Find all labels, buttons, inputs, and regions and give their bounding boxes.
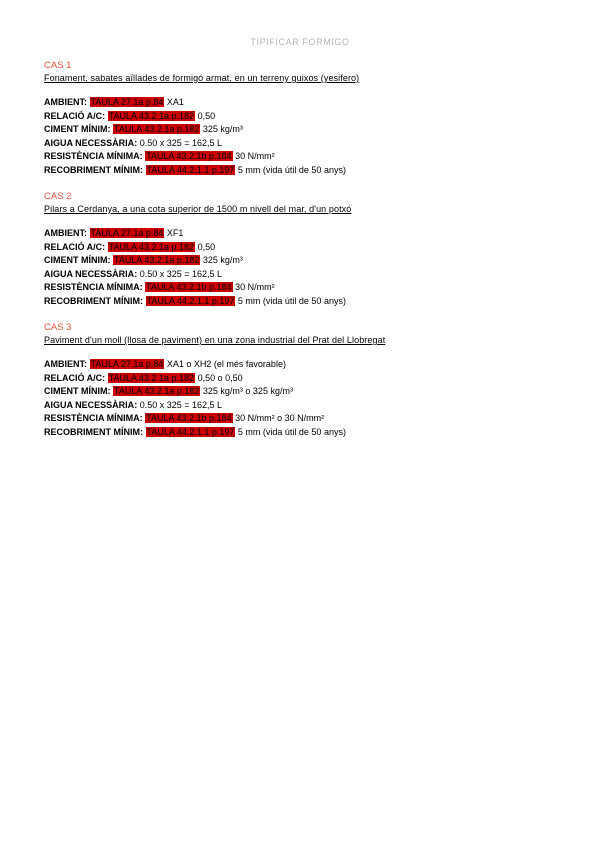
table-reference: TAULA 43.2.1a p.182 — [108, 372, 195, 383]
field-water — [44, 268, 564, 282]
field-separator: : — [140, 426, 146, 437]
table-reference: TAULA 44.2.1.1 p.197 — [146, 426, 235, 437]
field-ratio — [44, 372, 564, 386]
field-value: 0,50 — [195, 110, 216, 121]
field-label: AIGUA NECESSÀRIA — [44, 137, 135, 148]
field-separator: : — [107, 255, 113, 265]
field-value: 325 kg/m³ — [200, 124, 243, 134]
table-reference: TAULA 27.1a p.84 — [90, 228, 164, 238]
field-label: RESISTÈNCIA MÍNIMA — [44, 413, 140, 423]
field-separator: : — [102, 372, 108, 383]
field-ratio — [44, 110, 564, 124]
field-label: AMBIENT — [44, 228, 84, 238]
table-reference: TAULA 43.2.1b p.184 — [146, 151, 232, 161]
field-separator: : — [102, 110, 108, 121]
field-label: RELACIÓ A/C — [44, 372, 103, 383]
field-label: RESISTÈNCIA MÍNIMA — [44, 282, 140, 292]
field-label: CIMENT MÍNIM — [44, 255, 108, 265]
field-value: 0.50 x 325 = 162,5 L — [139, 137, 223, 148]
table-reference: TAULA 43.2.1b p.184 — [146, 282, 232, 292]
field-value: 0,50 o 0,50 — [195, 372, 243, 383]
field-value: 0.50 x 325 = 162,5 L — [139, 268, 223, 279]
table-reference: TAULA 43.2.1a p.182 — [114, 386, 200, 396]
field-ambient — [44, 358, 564, 372]
case-title: CAS 1 — [44, 60, 72, 71]
table-reference: TAULA 43.2.1a p.182 — [114, 124, 200, 134]
field-ratio — [44, 241, 564, 255]
table-reference: TAULA 43.2.1a p.182 — [108, 241, 195, 252]
table-reference: TAULA 27.1a p.84 — [90, 359, 164, 369]
case-title: CAS 3 — [44, 322, 72, 333]
field-strength — [44, 412, 564, 426]
field-value: 0,50 — [195, 241, 216, 252]
field-separator: : — [102, 241, 108, 252]
field-separator: : — [134, 399, 140, 410]
field-value: 30 N/mm² o 30 N/mm² — [232, 413, 325, 423]
case-description: Pilars a Cerdanya, a una cota superior de 1500 m nivell del mar, d'un potxó — [44, 204, 352, 214]
field-separator: : — [84, 97, 90, 107]
field-water — [44, 399, 564, 413]
field-strength — [44, 281, 564, 295]
field-label: RESISTÈNCIA MÍNIMA — [44, 151, 140, 161]
case-section-1 — [44, 60, 564, 177]
field-cover — [44, 295, 564, 309]
field-value: XA1 o XH2 (el més favorable) — [164, 359, 286, 369]
field-label: RELACIÓ A/C — [44, 110, 103, 121]
field-cement — [44, 123, 564, 137]
table-reference: TAULA 43.2.1a p.182 — [114, 255, 200, 265]
field-value: 30 N/mm² — [232, 151, 275, 161]
field-separator: : — [107, 386, 113, 396]
document-body — [44, 60, 564, 453]
case-section-2 — [44, 191, 564, 308]
field-label: RECOBRIMENT MÍNIM — [44, 295, 140, 306]
field-ambient — [44, 96, 564, 110]
field-value: 325 kg/m³ — [200, 255, 243, 265]
field-separator: : — [84, 359, 90, 369]
field-separator: : — [140, 295, 146, 306]
table-reference: TAULA 27.1a p.84 — [90, 97, 164, 107]
field-value: 5 mm (vida útil de 50 anys) — [235, 295, 346, 306]
field-value: XA1 — [164, 97, 184, 107]
table-reference: TAULA 43.2.1b p.184 — [146, 413, 232, 423]
field-separator: : — [139, 413, 146, 423]
case-section-3 — [44, 322, 564, 439]
field-label: AMBIENT — [44, 97, 84, 107]
field-separator: : — [139, 282, 146, 292]
table-reference: TAULA 43.2.1a p.182 — [108, 110, 195, 121]
field-label: AMBIENT — [44, 359, 84, 369]
document-title: TIPIFICAR FORMIGO — [250, 37, 350, 47]
field-label: AIGUA NECESSÀRIA — [44, 399, 135, 410]
field-separator: : — [134, 268, 140, 279]
field-separator: : — [84, 228, 90, 238]
case-title: CAS 2 — [44, 191, 72, 202]
field-separator: : — [107, 124, 113, 134]
field-value: 0.50 x 325 = 162,5 L — [139, 399, 223, 410]
case-description: Paviment d'un moll (llosa de paviment) en una zona industrial del Prat del Llobregat — [44, 335, 386, 345]
field-strength — [44, 150, 564, 164]
field-separator: : — [134, 137, 140, 148]
field-separator: : — [139, 151, 146, 161]
case-description: Fonament, sabates aïllades de formigó armat, en un terreny guixos (yesifero) — [44, 73, 360, 83]
field-label: AIGUA NECESSÀRIA — [44, 268, 135, 279]
field-cement — [44, 385, 564, 399]
field-label: RECOBRIMENT MÍNIM — [44, 426, 140, 437]
field-value: 5 mm (vida útil de 50 anys) — [235, 426, 346, 437]
table-reference: TAULA 44.2.1.1 p.197 — [146, 164, 235, 175]
field-label: RELACIÓ A/C — [44, 241, 103, 252]
field-label: CIMENT MÍNIM — [44, 386, 108, 396]
field-cover — [44, 164, 564, 178]
field-value: 325 kg/m³ o 325 kg/m³ — [200, 386, 293, 396]
field-value: 30 N/mm² — [232, 282, 275, 292]
field-ambient — [44, 227, 564, 241]
table-reference: TAULA 44.2.1.1 p.197 — [146, 295, 235, 306]
field-value: 5 mm (vida útil de 50 anys) — [235, 164, 346, 175]
field-cement — [44, 254, 564, 268]
field-separator: : — [140, 164, 146, 175]
field-water — [44, 137, 564, 151]
field-value: XF1 — [164, 228, 184, 238]
field-label: CIMENT MÍNIM — [44, 124, 108, 134]
field-cover — [44, 426, 564, 440]
field-label: RECOBRIMENT MÍNIM — [44, 164, 140, 175]
